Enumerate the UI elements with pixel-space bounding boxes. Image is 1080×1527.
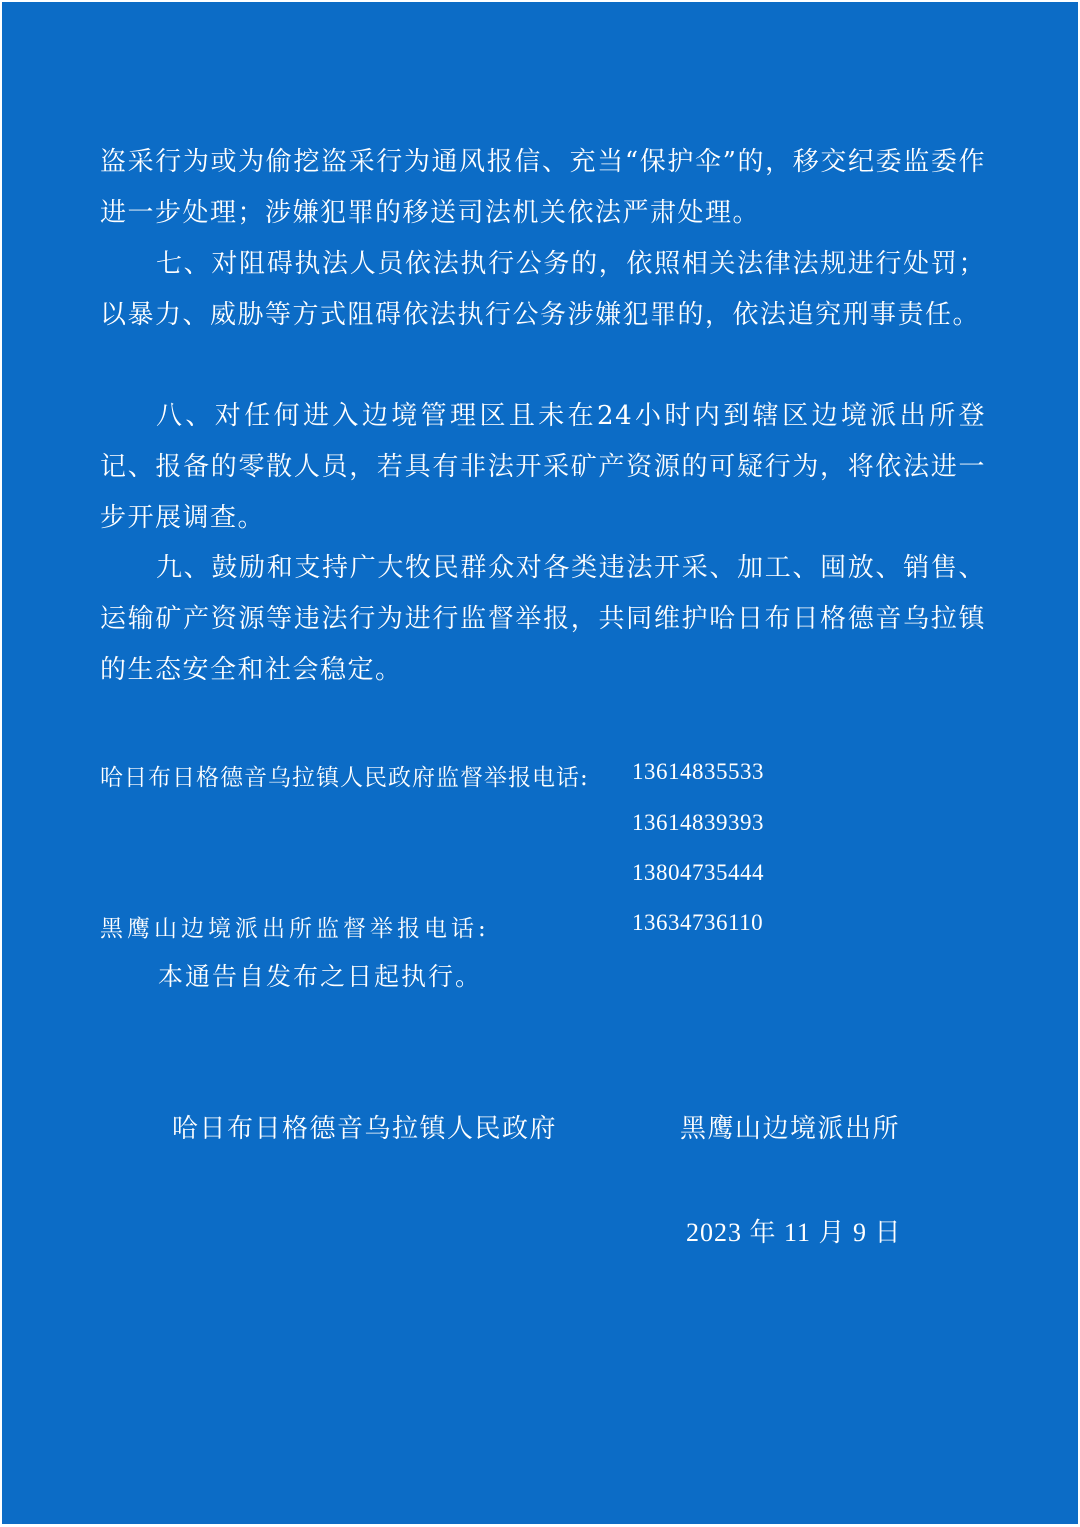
police-hotline-number: 13634736110 [632, 910, 764, 935]
effective-note: 本通告自发布之日起执行。 [158, 962, 483, 991]
issue-date: 2023 年 11 月 9 日 [686, 1218, 902, 1247]
signature-government: 哈日布日格德音乌拉镇人民政府 [172, 1114, 558, 1144]
paragraph-item-9: 九、鼓励和支持广大牧民群众对各类违法开采、加工、囤放、销售、运输矿产资源等违法行为进行监督举报，共同维护哈日布日格德音乌拉镇的生态安全和社会稳定。 [100, 553, 986, 685]
notice-page [2, 2, 1078, 1524]
gov-hotline-number-3: 13804735444 [632, 860, 764, 885]
gov-hotline-number-2: 13614839393 [632, 810, 764, 835]
paragraph-continuation: 盗采行为或为偷挖盗采行为通风报信、充当“保护伞”的，移交纪委监委作进一步处理；涉嫌犯罪的移送司法机关依法严肃处理。 [100, 147, 986, 228]
gov-hotline-label: 哈日布日格德音乌拉镇人民政府监督举报电话: [100, 765, 589, 791]
police-hotline-label: 黑鹰山边境派出所监督举报电话: [100, 916, 490, 942]
paragraph-item-8: 八、对任何进入边境管理区且未在24小时内到辖区边境派出所登记、报备的零散人员，若具有非法开采矿产资源的可疑行为，将依法进一步开展调查。 [100, 401, 986, 533]
paragraph-item-7: 七、对阻碍执法人员依法执行公务的，依照相关法律法规进行处罚；以暴力、威胁等方式阻碍依法执行公务涉嫌犯罪的，依法追究刑事责任。 [100, 249, 986, 330]
gov-hotline-number-1: 13614835533 [632, 759, 764, 784]
signature-police: 黑鹰山边境派出所 [680, 1114, 901, 1144]
